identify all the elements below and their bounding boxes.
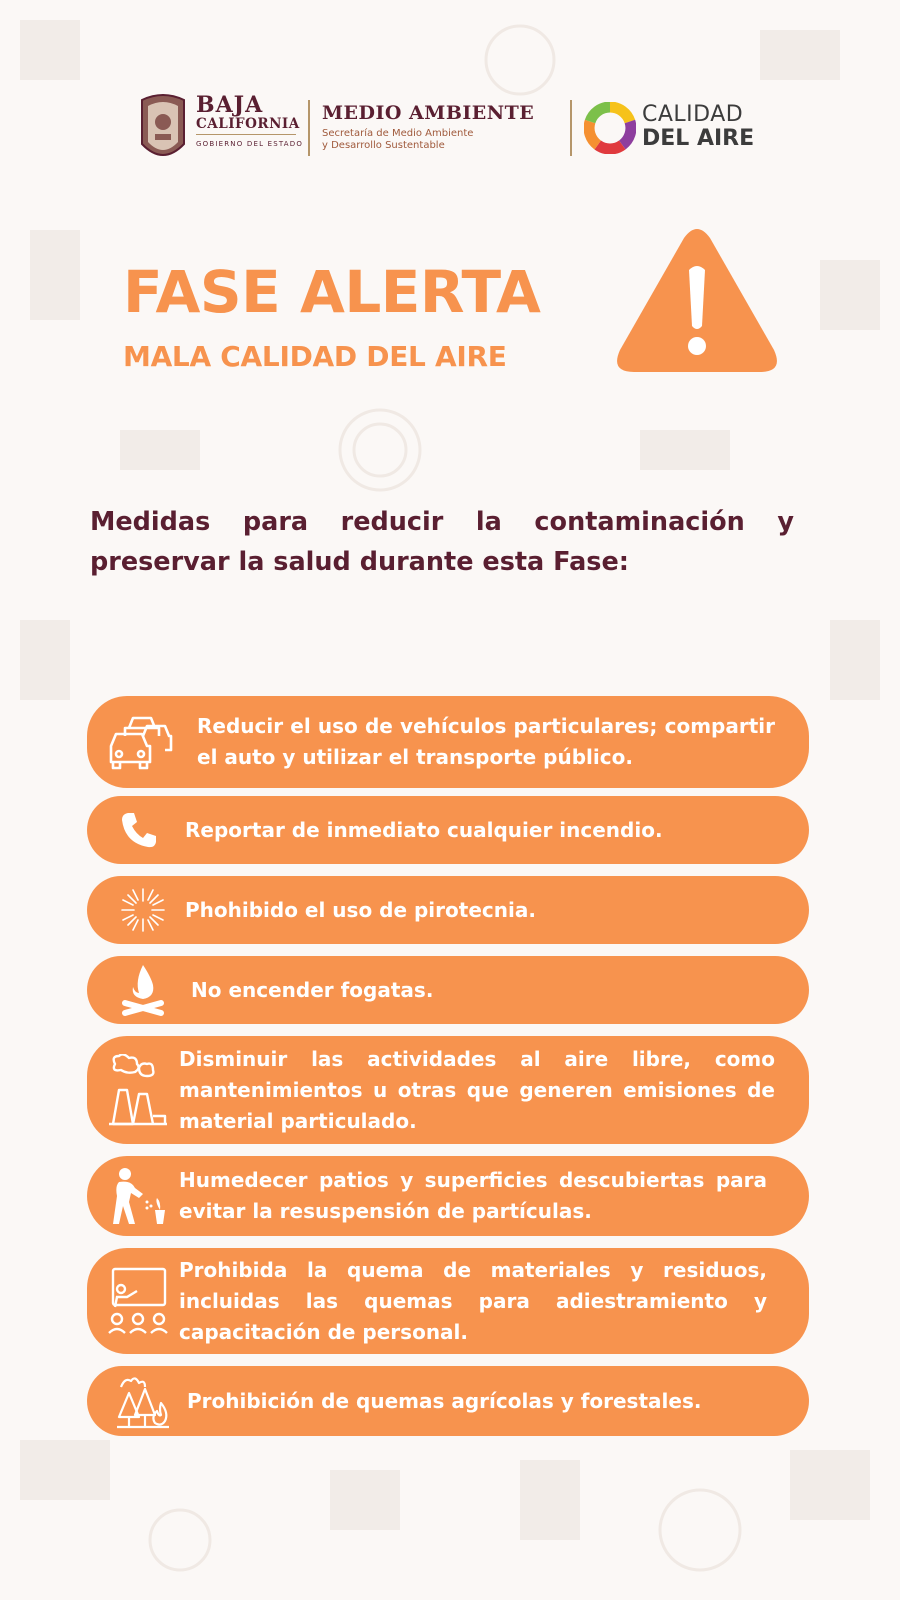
measure-item bbox=[87, 696, 809, 788]
measure-text: Prohibición de quemas agrícolas y forestales. bbox=[187, 1388, 702, 1413]
measure-item bbox=[87, 1248, 809, 1354]
training-class-icon bbox=[105, 1267, 171, 1335]
divider-vertical bbox=[308, 100, 310, 156]
campfire-icon bbox=[115, 963, 171, 1017]
calidad-label: CALIDAD bbox=[642, 102, 744, 127]
state-crest-icon bbox=[138, 92, 188, 164]
baja-label: BAJA bbox=[196, 92, 264, 118]
measure-item bbox=[87, 1366, 809, 1436]
warning-triangle-icon bbox=[614, 226, 780, 378]
air-quality-ring-icon bbox=[584, 102, 636, 154]
medio-ambiente-subtitle bbox=[322, 128, 473, 152]
alert-title: FASE ALERTA bbox=[123, 258, 541, 326]
divider-vertical bbox=[570, 100, 572, 156]
phone-icon bbox=[111, 810, 167, 850]
calidad-del-aire-wordmark bbox=[642, 104, 754, 150]
subtitle-line-1: Secretaría de Medio Ambiente bbox=[322, 128, 474, 139]
measure-text: Phohibido el uso de pirotecnia. bbox=[185, 897, 536, 922]
traffic-cars-icon bbox=[103, 714, 177, 770]
measure-item bbox=[87, 876, 809, 944]
measure-text: Reducir el uso de vehículos particulares; compartir el auto y utilizar el transporte público. bbox=[197, 714, 775, 769]
measure-text: No encender fogatas. bbox=[191, 977, 434, 1002]
subtitle-line-2: y Desarrollo Sustentable bbox=[322, 140, 445, 151]
del-aire-label: DEL AIRE bbox=[642, 126, 755, 151]
measure-text: Prohibida la quema de materiales y residuos, incluidas las quemas para adiestramiento y capacitación de personal. bbox=[179, 1257, 767, 1344]
watering-person-icon bbox=[107, 1166, 171, 1226]
measure-item bbox=[87, 1156, 809, 1236]
alert-subtitle: MALA CALIDAD DEL AIRE bbox=[123, 340, 507, 373]
measures-intro: Medidas para reducir la contaminación y preservar la salud durante esta Fase: bbox=[90, 507, 794, 577]
california-label: CALIFORNIA bbox=[196, 116, 300, 132]
baja-california-wordmark bbox=[196, 94, 303, 148]
medio-ambiente-title: MEDIO AMBIENTE bbox=[322, 102, 535, 124]
fireworks-icon bbox=[111, 881, 175, 939]
forest-fire-icon bbox=[113, 1373, 173, 1429]
measure-item bbox=[87, 796, 809, 864]
factory-smoke-icon bbox=[105, 1054, 171, 1126]
header-logos bbox=[138, 90, 778, 170]
gobierno-label: GOBIERNO DEL ESTADO bbox=[196, 139, 304, 148]
measure-text: Reportar de inmediato cualquier incendio. bbox=[185, 817, 663, 842]
measure-text: Humedecer patios y superficies descubiertas para evitar la resuspensión de partículas. bbox=[179, 1168, 767, 1223]
divider-line bbox=[196, 134, 296, 135]
measure-item bbox=[87, 1036, 809, 1144]
measure-text: Disminuir las actividades al aire libre, como mantenimientos u otras que generen emisiones de material particulado. bbox=[179, 1046, 775, 1133]
measure-item bbox=[87, 956, 809, 1024]
